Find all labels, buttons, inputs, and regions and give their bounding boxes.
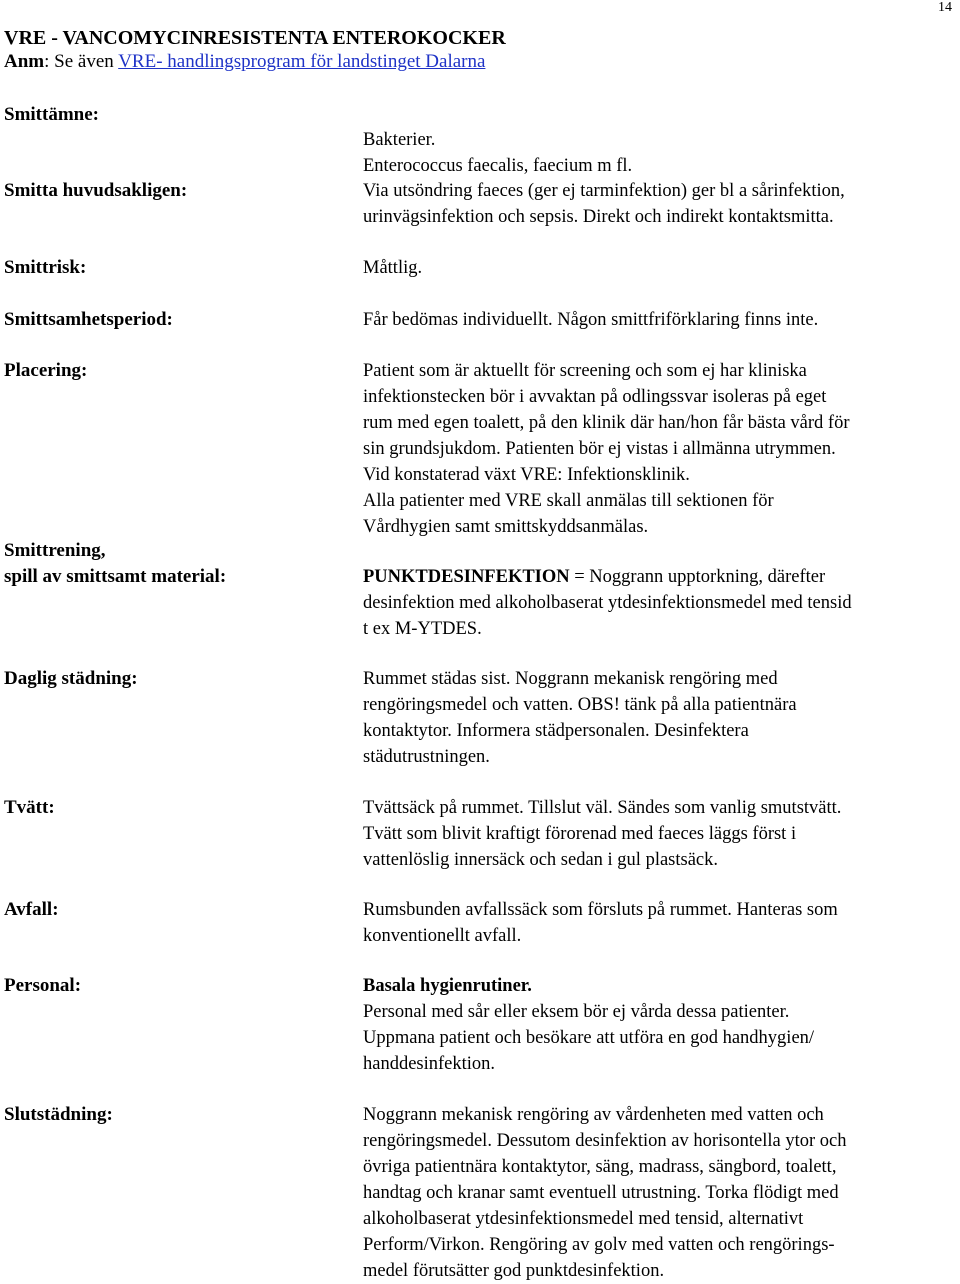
text-line: sin grundsjukdom. Patienten bör ej vistas i allmänna utrymmen. <box>363 439 836 459</box>
text-line: desinfektion med alkoholbaserat ytdesinfektionsmedel med tensid <box>363 593 852 613</box>
text-line: Får bedömas individuellt. Någon smittfriförklaring finns inte. <box>363 310 819 330</box>
text-span: = Noggrann upptorkning, därefter <box>569 567 826 587</box>
text-line: handdesinfektion. <box>363 1054 496 1074</box>
label-smittrening <box>4 538 226 590</box>
value-daglig-stadning <box>363 666 953 770</box>
value-placering <box>363 358 953 540</box>
label-daglig-stadning: Daglig städning: <box>4 668 138 689</box>
text-line: övriga patientnära kontaktytor, säng, madrass, sängbord, toalett, <box>363 1157 837 1177</box>
program-link[interactable]: VRE- handlingsprogram för landstinget Dalarna <box>118 51 486 72</box>
label-smitta-huvudsakligen: Smitta huvudsakligen: <box>4 180 188 201</box>
text-line: infektionstecken bör i avvaktan på odlingssvar isoleras på eget <box>363 387 827 407</box>
value-smitta-huvudsakligen <box>363 178 953 230</box>
text-line: Via utsöndring faeces (ger ej tarminfektion) ger bl a sårinfektion, <box>363 181 845 201</box>
text-line <box>363 564 953 590</box>
text-line: Uppmana patient och besökare att utföra en god handhygien/ <box>363 1028 815 1048</box>
value-avfall <box>363 897 953 949</box>
label-smittsamhetsperiod: Smittsamhetsperiod: <box>4 309 173 330</box>
value-slutstadning <box>363 1102 953 1284</box>
text-line: rengöringsmedel. Dessutom desinfektion av horisontella ytor och <box>363 1131 847 1151</box>
text-line-bold: Basala hygienrutiner. <box>363 976 532 996</box>
text-line: vattenlöslig innersäck och sedan i gul plastsäck. <box>363 850 719 870</box>
value-smittamne <box>363 127 953 179</box>
text-line: Alla patienter med VRE skall anmälas till sektionen för <box>363 491 774 511</box>
reference-note <box>4 50 485 74</box>
text-line: Tvätt som blivit kraftigt förorenad med faeces läggs först i <box>363 824 797 844</box>
label-tvatt: Tvätt: <box>4 797 55 818</box>
text-line: Rumsbunden avfallssäck som försluts på rummet. Hanteras som <box>363 900 838 920</box>
text-line: konventionellt avfall. <box>363 926 522 946</box>
text-line: Personal med sår eller eksem bör ej vårda dessa patienter. <box>363 1002 790 1022</box>
document-title: VRE - VANCOMYCINRESISTENTA ENTEROKOCKER <box>4 27 506 49</box>
value-smittsamhetsperiod <box>363 307 953 333</box>
text-line: Patient som är aktuellt för screening och som ej har kliniska <box>363 361 807 381</box>
value-smittrisk <box>363 255 953 281</box>
text-line: Tvättsäck på rummet. Tillslut väl. Sändes som vanlig smutstvätt. <box>363 798 842 818</box>
text-line: Vårdhygien samt smittskyddsanmälas. <box>363 517 649 537</box>
value-tvatt <box>363 795 953 873</box>
text-line: handtag och kranar samt eventuell utrustning. Torka flödigt med <box>363 1183 839 1203</box>
text-line: alkoholbaserat ytdesinfektionsmedel med tensid, alternativt <box>363 1209 804 1229</box>
page-number: 14 <box>938 0 952 15</box>
label-avfall: Avfall: <box>4 899 59 920</box>
text-line: Enterococcus faecalis, faecium m fl. <box>363 156 633 176</box>
note-label: Anm <box>4 51 45 72</box>
note-prefix: : Se även <box>44 51 119 72</box>
text-line: Rummet städas sist. Noggrann mekanisk rengöring med <box>363 669 778 689</box>
text-line: medel förutsätter god punktdesinfektion. <box>363 1261 665 1281</box>
text-line: rum med egen toalett, på den klinik där han/hon får bästa vård för <box>363 413 850 433</box>
label-line: Smittrening, <box>4 540 106 561</box>
text-line: Perform/Virkon. Rengöring av golv med vatten och rengörings- <box>363 1235 835 1255</box>
text-line: kontaktytor. Informera städpersonalen. Desinfektera <box>363 721 749 741</box>
bold-term: PUNKTDESINFEKTION <box>363 567 570 587</box>
label-slutstadning: Slutstädning: <box>4 1104 113 1125</box>
value-smittrening <box>363 564 953 642</box>
label-personal: Personal: <box>4 975 82 996</box>
label-placering: Placering: <box>4 360 88 381</box>
label-smittrisk: Smittrisk: <box>4 257 87 278</box>
text-line: Bakterier. <box>363 130 436 150</box>
text-line: Vid konstaterad växt VRE: Infektionsklinik. <box>363 465 690 485</box>
text-line: rengöringsmedel och vatten. OBS! tänk på alla patientnära <box>363 695 797 715</box>
text-line: urinvägsinfektion och sepsis. Direkt och indirekt kontaktsmitta. <box>363 207 834 227</box>
text-line: t ex M-YTDES. <box>363 619 482 639</box>
text-line: Måttlig. <box>363 258 423 278</box>
text-line: städutrustningen. <box>363 747 490 767</box>
value-personal <box>363 973 953 1077</box>
text-line: Noggrann mekanisk rengöring av vårdenheten med vatten och <box>363 1105 824 1125</box>
label-line: spill av smittsamt material: <box>4 566 227 587</box>
label-smittamne: Smittämne: <box>4 104 99 125</box>
